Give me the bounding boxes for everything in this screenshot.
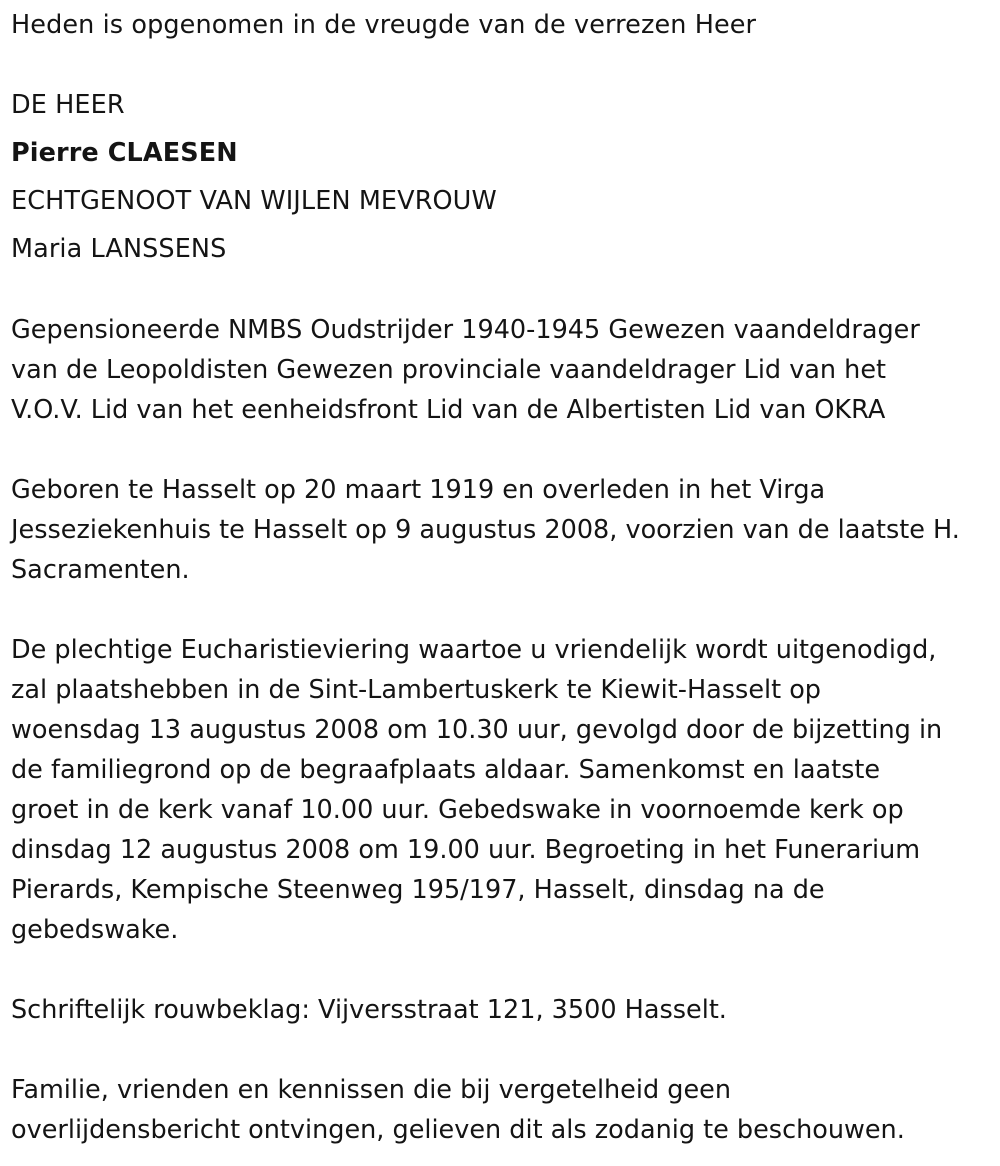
spouse-name: Maria LANSSENS — [11, 234, 227, 264]
relation-text: ECHTGENOOT VAN WIJLEN MEVROUW — [11, 186, 497, 216]
occupation-line: Gepensioneerde NMBS Oudstrijder 1940-1945 Gewezen vaandeldrager — [11, 315, 920, 345]
occupation-paragraph — [11, 310, 996, 430]
ceremony-line: woensdag 13 augustus 2008 om 10.30 uur, gevolgd door de bijzetting in — [11, 715, 943, 745]
birth-death-line: Jesseziekenhuis te Hasselt op 9 augustus 2008, voorzien van de laatste H. — [11, 515, 960, 545]
ceremony-paragraph — [11, 630, 996, 950]
ceremony-line: zal plaatshebben in de Sint-Lambertuskerk te Kiewit-Hasselt op — [11, 675, 821, 705]
ceremony-line: De plechtige Eucharistieviering waartoe u vriendelijk wordt uitgenodigd, — [11, 635, 937, 665]
closing-line: overlijdensbericht ontvingen, gelieven dit als zodanig te beschouwen. — [11, 1115, 905, 1145]
birth-death-paragraph — [11, 470, 996, 590]
ceremony-line: dinsdag 12 augustus 2008 om 19.00 uur. Begroeting in het Funerarium — [11, 835, 921, 865]
condolence-address: Schriftelijk rouwbeklag: Vijversstraat 121, 3500 Hasselt. — [11, 995, 727, 1025]
birth-death-line: Geboren te Hasselt op 20 maart 1919 en overleden in het Virga — [11, 475, 826, 505]
condolence-paragraph — [11, 990, 996, 1030]
birth-death-line: Sacramenten. — [11, 555, 190, 585]
ceremony-line: gebedswake. — [11, 915, 179, 945]
intro-text: Heden is opgenomen in de vreugde van de verrezen Heer — [11, 10, 757, 40]
title-prefix: DE HEER — [11, 90, 125, 120]
occupation-line: V.O.V. Lid van het eenheidsfront Lid van de Albertisten Lid van OKRA — [11, 395, 886, 425]
ceremony-line: de familiegrond op de begraafplaats aldaar. Samenkomst en laatste — [11, 755, 881, 785]
closing-paragraph — [11, 1070, 996, 1150]
occupation-line: van de Leopoldisten Gewezen provinciale vaandeldrager Lid van het — [11, 355, 887, 385]
ceremony-line: Pierards, Kempische Steenweg 195/197, Hasselt, dinsdag na de — [11, 875, 825, 905]
ceremony-line: groet in de kerk vanaf 10.00 uur. Gebedswake in voornoemde kerk op — [11, 795, 904, 825]
deceased-name: Pierre CLAESEN — [11, 138, 238, 168]
closing-line: Familie, vrienden en kennissen die bij vergetelheid geen — [11, 1075, 731, 1105]
